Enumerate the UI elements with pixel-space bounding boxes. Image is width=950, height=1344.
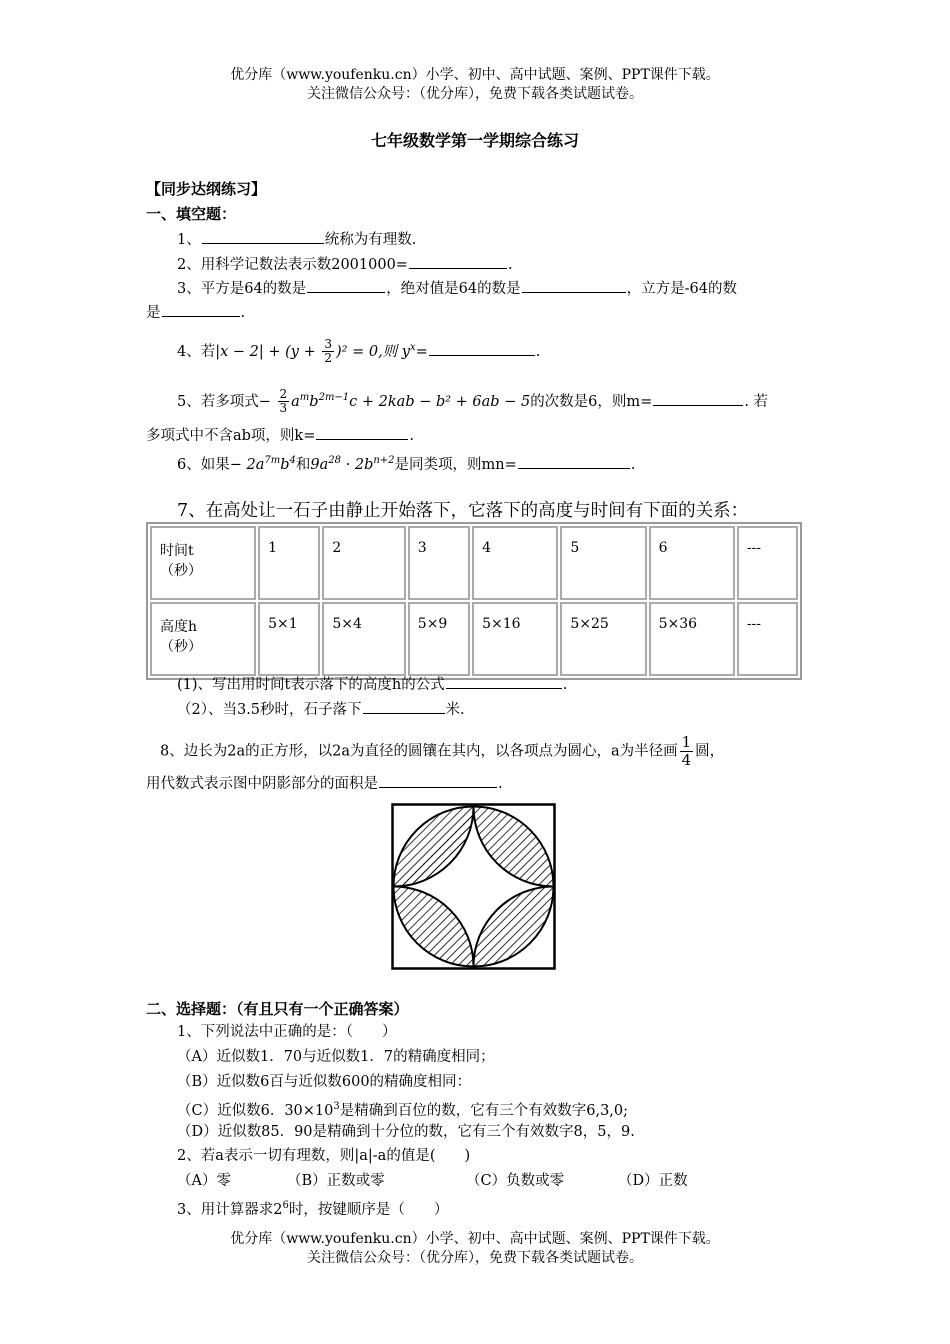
q3-text-c: ，立方是-64的数	[626, 281, 737, 297]
table-cell: 5×16	[472, 602, 558, 676]
q5-blank-m[interactable]	[653, 391, 743, 406]
q8-post: 圆，	[695, 743, 725, 760]
q8-fraction: $\frac{1}{4}$	[681, 733, 692, 769]
table-cell: 5×1	[258, 602, 320, 676]
q3-blank-2[interactable]	[522, 278, 626, 293]
q4-blank[interactable]	[429, 341, 535, 356]
table-cell: 6	[649, 526, 735, 600]
header-line-2: 关注微信公众号：（优分库），免费下载各类试题试卷。	[307, 86, 643, 102]
q7-sub2-pre: （2）、当3.5秒时，石子落下	[177, 702, 362, 718]
q6-expr-3: 9a	[310, 456, 329, 473]
q5-expr-b: a	[291, 393, 300, 410]
q5-sup-2m: 2m−1	[318, 392, 350, 403]
p2-q2-option-b[interactable]: （B）正数或零	[287, 1173, 385, 1189]
q7-sub1-blank[interactable]	[446, 674, 562, 689]
q6-expr-1: − 2a	[229, 456, 265, 473]
q2-blank[interactable]	[409, 254, 507, 269]
q7-sub2-blank[interactable]	[363, 699, 445, 714]
part2-heading: 二、选择题：（有且只有一个正确答案）	[146, 1000, 409, 1018]
q1-line	[177, 229, 416, 250]
q1-pre: 1、	[177, 232, 201, 248]
q2-post: .	[507, 257, 513, 273]
lens-top-left	[394, 807, 474, 887]
q5-fraction: $\frac{2}{3}$	[279, 387, 288, 416]
q4-expr-1: |x − 2| + (y +	[215, 343, 321, 360]
q5-line	[177, 388, 768, 415]
table-cell: 2	[322, 526, 405, 600]
q6-end: .	[630, 456, 636, 473]
q6-sup-2: 4	[289, 455, 296, 466]
q5-line2-post: .	[409, 428, 414, 444]
q4-expr-2: )² = 0,则 y	[336, 343, 410, 360]
q7-text: 7、在高处让一石子由静止开始落下，它落下的高度与时间有下面的关系：	[177, 501, 749, 521]
footer-line-2: 关注微信公众号：（优分库），免费下载各类试题试卷。	[307, 1250, 643, 1266]
part1-heading: 一、填空题：	[146, 205, 237, 223]
table-cell: 时间t （秒）	[150, 526, 256, 600]
q5-line-2	[146, 425, 414, 446]
table-cell: ---	[737, 526, 798, 600]
q7-sub1	[177, 674, 567, 695]
inscribed-circle	[394, 807, 554, 967]
q5-pre: 5、若多项式	[177, 393, 259, 410]
p2-q1-stem: 1、下列说法中正确的是：（ ）	[177, 1024, 397, 1040]
table-cell: 1	[258, 526, 320, 600]
q8-line2-pre: 用代数式表示图中阴影部分的面积是	[146, 776, 378, 792]
q4-sup: x	[409, 342, 416, 353]
q3-text-b: ，绝对值是64的数是	[386, 281, 521, 297]
q2-pre: 2、用科学记数法表示数2001000=	[177, 257, 408, 273]
q5-expr-d: c + 2kab − b² + 6ab − 5	[349, 393, 531, 410]
q8-line	[160, 734, 724, 769]
table-cell: 5×25	[560, 602, 646, 676]
q7-sub2-post: 米.	[445, 702, 465, 718]
q6-sup-3: 28	[328, 455, 342, 466]
q6-mid: 和	[295, 456, 311, 473]
table-cell: 4	[472, 526, 558, 600]
q8-blank[interactable]	[379, 773, 497, 788]
p2-q1-option-d[interactable]: （D）近似数85．90是精确到十分位的数，它有三个有效数字8，5，9.	[177, 1124, 635, 1140]
q5-line2-pre: 多项式中不含ab项，则k=	[146, 428, 316, 444]
section-tag: 【同步达纲练习】	[146, 180, 267, 198]
q4-pre: 4、若	[177, 343, 216, 360]
q5-expr-c: b	[309, 393, 319, 410]
table-cell: 5×9	[408, 602, 470, 676]
q8-line-2	[146, 773, 503, 794]
table-cell: ---	[737, 602, 798, 676]
p2-q2-option-c[interactable]: （C）负数或零	[466, 1173, 565, 1189]
q1-blank[interactable]	[202, 229, 324, 244]
height-time-table	[146, 522, 802, 680]
q4-line	[177, 338, 540, 365]
table-row-height	[150, 602, 798, 676]
lens-bottom-left	[394, 887, 474, 967]
table-cell: 5×36	[649, 602, 735, 676]
p2-q1-option-b[interactable]: （B）近似数6百与近似数600的精确度相同：	[177, 1074, 472, 1090]
table-cell: 3	[408, 526, 470, 600]
q3-blank-3[interactable]	[162, 302, 240, 317]
q6-expr-2: b	[280, 456, 290, 473]
footer-line-1: 优分库（www.youfenku.cn）小学、初中、高中试题、案例、PPT课件下载。	[230, 1231, 720, 1247]
q6-expr-4: · 2b	[341, 456, 374, 473]
p2-q2-option-d[interactable]: （D）正数	[618, 1173, 688, 1189]
table-cell: 高度h （秒）	[150, 602, 256, 676]
q1-post: 统称为有理数.	[324, 232, 417, 248]
table-row-time	[150, 526, 798, 600]
p2-q3-stem: 3、用计算器求$2^6$时，按键顺序是（ ）	[177, 1200, 449, 1218]
q5-blank-k[interactable]	[316, 425, 408, 440]
p2-q2-option-a[interactable]: （A）零	[177, 1173, 231, 1189]
table-cell: 5	[560, 526, 646, 600]
q3-text-d: 是	[146, 305, 161, 321]
q3-line	[177, 278, 737, 299]
lens-bottom-right	[474, 887, 554, 967]
q7-sub2	[177, 699, 465, 720]
page-title: 七年级数学第一学期综合练习	[370, 131, 579, 150]
p2-q2-stem: 2、若a表示一切有理数，则|a|-a的值是( )	[177, 1148, 471, 1164]
p2-q1-option-c[interactable]: （C）近似数6．$30\times 10^3$是精确到百位的数，它有三个有效数字6,3,0;	[177, 1101, 629, 1119]
header-line-1: 优分库（www.youfenku.cn）小学、初中、高中试题、案例、PPT课件下载。	[230, 67, 720, 83]
q6-post: 是同类项，则mn=	[394, 456, 517, 473]
q4-post: =	[415, 343, 428, 360]
q6-pre: 6、如果	[177, 456, 230, 473]
q7-sub1-pre: (1)、写出用时间t表示落下的高度h的公式	[177, 677, 445, 693]
q5-expr-a: −	[258, 393, 276, 410]
q8-line2-post: .	[498, 776, 503, 792]
shaded-square-figure	[391, 803, 556, 970]
q3-blank-1[interactable]	[307, 278, 385, 293]
q3-text-a: 3、平方是64的数是	[177, 281, 307, 297]
q4-fraction: $\frac{3}{2}$	[324, 337, 332, 366]
q6-sup-4: n+2	[373, 455, 395, 466]
q6-blank[interactable]	[518, 454, 630, 469]
p2-q1-option-a[interactable]: （A）近似数1．70与近似数1．7的精确度相同；	[177, 1049, 495, 1065]
q3-line-2	[146, 302, 245, 323]
lens-top-right	[474, 807, 554, 887]
q7-sub1-post: .	[562, 677, 568, 693]
table-cell: 5×4	[322, 602, 405, 676]
q4-end: .	[535, 343, 541, 360]
q8-pre: 8、边长为2a的正方形，以2a为直径的圆镶在其内，以各项点为圆心，a为半径画	[160, 743, 678, 760]
q6-sup-1: 7m	[264, 455, 281, 466]
q2-line	[177, 254, 513, 275]
q5-mid: 的次数是6，则m=	[530, 393, 653, 410]
q3-text-e: .	[240, 305, 246, 321]
q6-line	[177, 451, 635, 475]
q5-tail: . 若	[744, 393, 769, 410]
q5-sup-m: m	[299, 392, 310, 403]
